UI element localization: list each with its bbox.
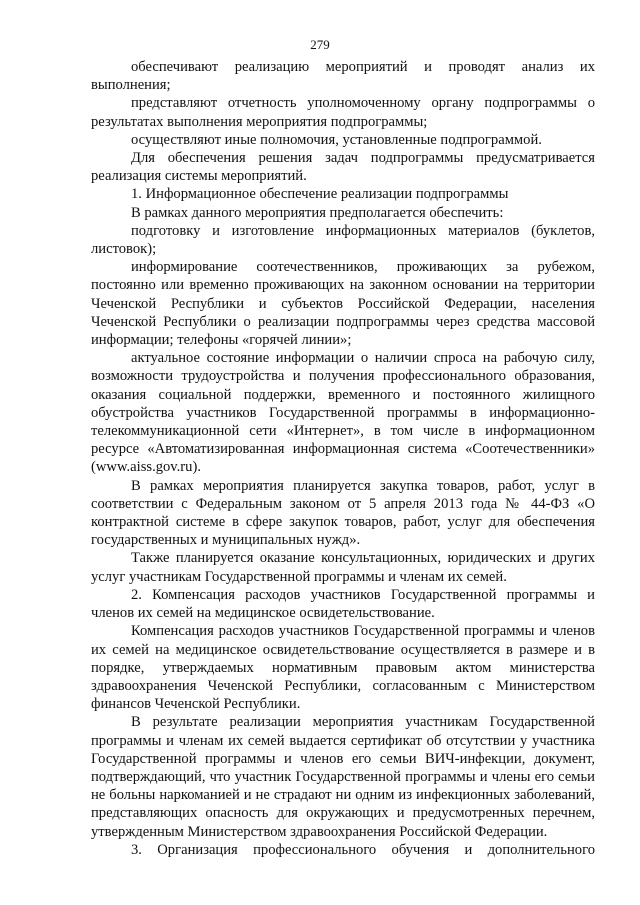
paragraph: представляют отчетность уполномоченному органу подпрограммы о результатах выполнения мероприятия подпрограммы; — [91, 95, 595, 130]
section-heading: 1. Информационное обеспечение реализации подпрограммы — [131, 186, 509, 203]
paragraph: В рамках данного мероприятия предполагается обеспечить: — [131, 204, 504, 221]
document-text-body — [91, 58, 595, 859]
paragraph: подготовку и изготовление информационных материалов (буклетов, листовок); — [91, 222, 595, 258]
page-number: 279 — [310, 37, 330, 52]
paragraph: осуществляют иные полномочия, установленные подпрограммой. — [131, 131, 542, 148]
paragraph: В результате реализации мероприятия участникам Государственной программы и членам их семей выдается сертификат об отсутствии у участника Государственной программы и членов его семьи ВИЧ-инфекции, документ, подтверждающий, что участник Государственной программы и члены его семьи не больны наркоманией и не страдают ни одним из инфекционных заболеваний, представляющих опасность для окружающих и предусмотренных перечнем, утвержденным Министерством здравоохранения Российской Федерации. — [91, 714, 595, 840]
paragraph: Также планируется оказание консультационных, юридических и других услуг участникам Государственной программы и членам их семей. — [91, 550, 595, 585]
section-heading: 3. Организация профессионального обучения и дополнительного — [131, 841, 595, 858]
paragraph: обеспечивают реализацию мероприятий и проводят анализ их выполнения; — [91, 59, 595, 94]
section-heading: 2. Компенсация расходов участников Государственной программы и членов их семей на медицинское освидетельствование. — [91, 586, 595, 622]
paragraph: В рамках мероприятия планируется закупка товаров, работ, услуг в соответствии с Федеральным законом от 5 апреля 2013 года № 44-ФЗ «О контрактной системе в сфере закупок товаров, работ, услуг для обеспечения государственных и муниципальных нужд». — [91, 477, 595, 549]
paragraph: информирование соотечественников, проживающих за рубежом, постоянно или временно проживающих на законном основании на территории Чеченской Республики и субъектов Российской Федерации, населения Чеченской Республики о реализации подпрограммы через средства массовой информации; телефоны «горячей линии»; — [91, 259, 595, 349]
paragraph: Компенсация расходов участников Государственной программы и членов их семей на медицинское освидетельствование осуществляется в размере и в порядке, утверждаемых нормативным правовым актом министерства здравоохранения Чеченской Республики, согласованным с Министерством финансов Чеченской Республики. — [91, 623, 595, 713]
paragraph: актуальное состояние информации о наличии спроса на рабочую силу, возможности трудоустройства и получения профессионального образования, оказания социальной поддержки, временного и постоянного жилищного обустройства участников Государственной программы в информационно-телекоммуникационной сети «Интернет», в том числе в информационном ресурсе «Автоматизированная информационная система «Соотечественники» (www.aiss.gov.ru). — [91, 350, 595, 476]
paragraph: Для обеспечения решения задач подпрограммы предусматривается реализация системы мероприятий. — [91, 150, 595, 185]
